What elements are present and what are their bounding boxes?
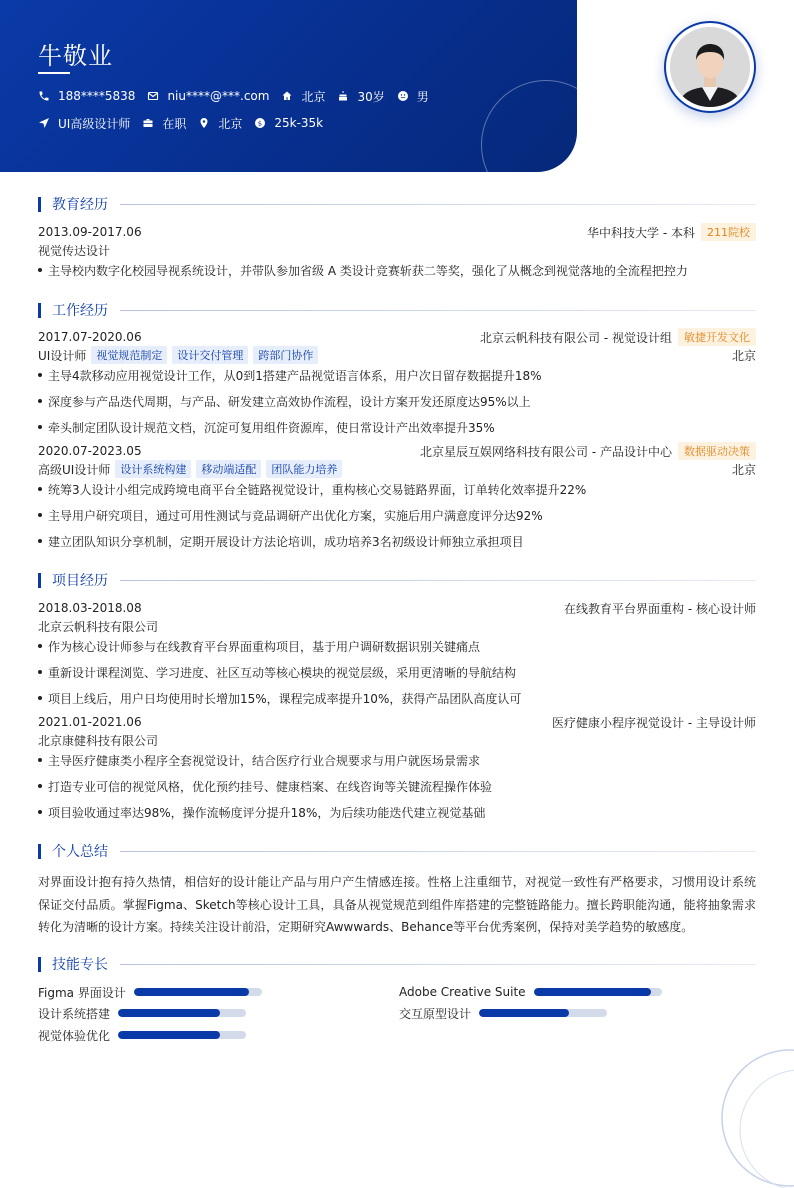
job-info-row <box>38 115 335 131</box>
list-item: 重新设计课程浏览、学习进度、社区互动等核心模块的视觉层级，采用更清晰的导航结构 <box>38 663 756 681</box>
send-icon <box>38 117 50 129</box>
section-education-title: 教育经历 <box>38 195 756 213</box>
avatar <box>670 27 750 107</box>
skill-item: 设计系统搭建 <box>38 1005 246 1021</box>
list-item: 牵头制定团队设计规范文档，沉淀可复用组件资源库，使日常设计产出效率提升35% <box>38 418 756 436</box>
avatar-frame <box>664 21 756 113</box>
list-item: 主导医疗健康类小程序全套视觉设计，结合医疗行业合规要求与用户就医场景需求 <box>38 751 756 769</box>
age-info: 30岁 <box>337 88 384 104</box>
skill-item: 视觉体验优化 <box>38 1027 246 1043</box>
skill-level-bar <box>118 1009 246 1017</box>
skill-item: 交互原型设计 <box>399 1005 607 1021</box>
gender-info: 男 <box>397 88 429 104</box>
list-item: 建立团队知识分享机制，定期开展设计方法论培训，成功培养3名初级设计师独立承担项目 <box>38 532 756 550</box>
education-header-row <box>38 223 756 241</box>
work-city: 北京 <box>731 348 756 363</box>
skill-level-fill <box>534 988 652 996</box>
skill-tag: 跨部门协作 <box>253 346 318 364</box>
phone-info: 188****5838 <box>38 88 135 104</box>
project-name: 在线教育平台界面重构 - 核心设计师 <box>564 601 756 616</box>
project-header-row <box>38 713 756 731</box>
smile-icon <box>397 90 409 102</box>
skill-item: Figma 界面设计 <box>38 984 262 1000</box>
skill-tag: 设计系统构建 <box>115 460 191 478</box>
project-header-row <box>38 599 756 617</box>
home-icon <box>281 90 293 102</box>
list-item: 主导用户研究项目，通过可用性测试与竞品调研产出优化方案，实施后用户满意度评分达92% <box>38 506 756 524</box>
skill-tag: 视觉规范制定 <box>91 346 167 364</box>
skill-item: Adobe Creative Suite <box>399 984 662 1000</box>
work-culture-badge: 数据驱动决策 <box>678 442 756 460</box>
education-major-row <box>38 241 756 259</box>
list-item: 统筹3人设计小组完成跨境电商平台全链路视觉设计，重构核心交易链路界面，订单转化效率提升22% <box>38 480 756 498</box>
mail-icon <box>147 90 159 102</box>
section-summary-title: 个人总结 <box>38 842 756 860</box>
work-company: 北京云帆科技有限公司 - 视觉设计组 <box>480 330 672 345</box>
skill-level-bar <box>134 988 262 996</box>
list-item: 主导4款移动应用视觉设计工作，从0到1搭建产品视觉语言体系，用户次日留存数据提升18% <box>38 366 756 384</box>
skill-level-fill <box>134 988 249 996</box>
project-company-row <box>38 731 756 749</box>
work-culture-badge: 敏捷开发文化 <box>678 328 756 346</box>
skill-tag: 团队能力培养 <box>266 460 342 478</box>
work-city: 北京 <box>731 462 756 477</box>
skill-level-fill <box>118 1031 220 1039</box>
city-info: 北京 <box>281 88 325 104</box>
work-role: UI设计师 <box>38 348 87 363</box>
project-company-row <box>38 617 756 635</box>
skill-level-fill <box>479 1009 569 1017</box>
work-company: 北京星辰互娱网络科技有限公司 - 产品设计中心 <box>420 444 672 459</box>
work-header-row <box>38 328 756 346</box>
avatar-portrait-icon <box>670 27 750 107</box>
candidate-name: 牛敬业 <box>38 42 113 70</box>
skill-level-bar <box>479 1009 607 1017</box>
header-banner <box>0 0 577 172</box>
contact-row <box>38 88 441 104</box>
list-item: 项目验收通过率达98%，操作流畅度评分提升18%，为后续功能迭代建立视觉基础 <box>38 803 756 821</box>
education-school: 华中科技大学 - 本科 <box>587 225 695 240</box>
work-role: 高级UI设计师 <box>38 462 111 477</box>
project-period: 2021.01-2021.06 <box>38 715 142 729</box>
section-work-title: 工作经历 <box>38 301 756 319</box>
work-period: 2020.07-2023.05 <box>38 444 142 458</box>
list-item: 深度参与产品迭代周期，与产品、研发建立高效协作流程，设计方案开发还原度达95%以上 <box>38 392 756 410</box>
decorative-circle <box>481 80 577 172</box>
status-info: 在职 <box>142 115 186 131</box>
summary-text: 对界面设计抱有持久热情，相信好的设计能让产品与用户产生情感连接。性格上注重细节，对视觉一致性有严格要求，习惯用设计系统保证交付品质。掌握Figma、Sketch等核心设计工具，具备从视觉规范到组件库搭建的完整链路能力。擅长跨职能沟通，能将抽象需求转化为清晰的设计方案。持续关注设计前沿，定期研究Awwwards、Behance等平台优秀案例，保持对美学趋势的敏感度。 <box>38 875 756 934</box>
work-header-row <box>38 442 756 460</box>
position-info: UI高级设计师 <box>38 115 130 131</box>
list-item: 打造专业可信的视觉风格，优化预约挂号、健康档案、在线咨询等关键流程操作体验 <box>38 777 756 795</box>
location-pin-icon <box>198 117 210 129</box>
decorative-circles <box>720 1048 794 1188</box>
project-company: 北京康健科技有限公司 <box>38 733 159 748</box>
skill-level-bar <box>118 1031 246 1039</box>
project-company: 北京云帆科技有限公司 <box>38 619 159 634</box>
work-city-info: 北京 <box>198 115 242 131</box>
money-icon <box>254 117 266 129</box>
cake-icon <box>337 90 349 102</box>
phone-icon <box>38 90 50 102</box>
salary-info: $ 25k-35k <box>254 115 323 131</box>
education-badge: 211院校 <box>701 223 756 241</box>
work-role-row <box>38 460 756 478</box>
email-info: niu****@***.com <box>147 88 269 104</box>
project-name: 医疗健康小程序视觉设计 - 主导设计师 <box>552 715 756 730</box>
list-item: 作为核心设计师参与在线教育平台界面重构项目，基于用户调研数据识别关键痛点 <box>38 637 756 655</box>
skill-level-fill <box>118 1009 220 1017</box>
work-role-row <box>38 346 756 364</box>
skill-tag: 移动端适配 <box>196 460 261 478</box>
briefcase-icon <box>142 117 154 129</box>
skill-level-bar <box>534 988 662 996</box>
list-item: 项目上线后，用户日均使用时长增加15%，课程完成率提升10%，获得产品团队高度认可 <box>38 689 756 707</box>
svg-text:$: $ <box>258 119 263 128</box>
name-underline <box>38 72 70 74</box>
section-skills-title: 技能专长 <box>38 955 756 973</box>
work-period: 2017.07-2020.06 <box>38 330 142 344</box>
education-major: 视觉传达设计 <box>38 243 111 258</box>
education-period: 2013.09-2017.06 <box>38 225 142 239</box>
list-item: 主导校内数字化校园导视系统设计，并带队参加省级 A 类设计竞赛斩获二等奖，强化了从概念到视觉落地的全流程把控力 <box>38 261 756 279</box>
section-projects-title: 项目经历 <box>38 571 756 589</box>
project-period: 2018.03-2018.08 <box>38 601 142 615</box>
skill-tag: 设计交付管理 <box>172 346 248 364</box>
